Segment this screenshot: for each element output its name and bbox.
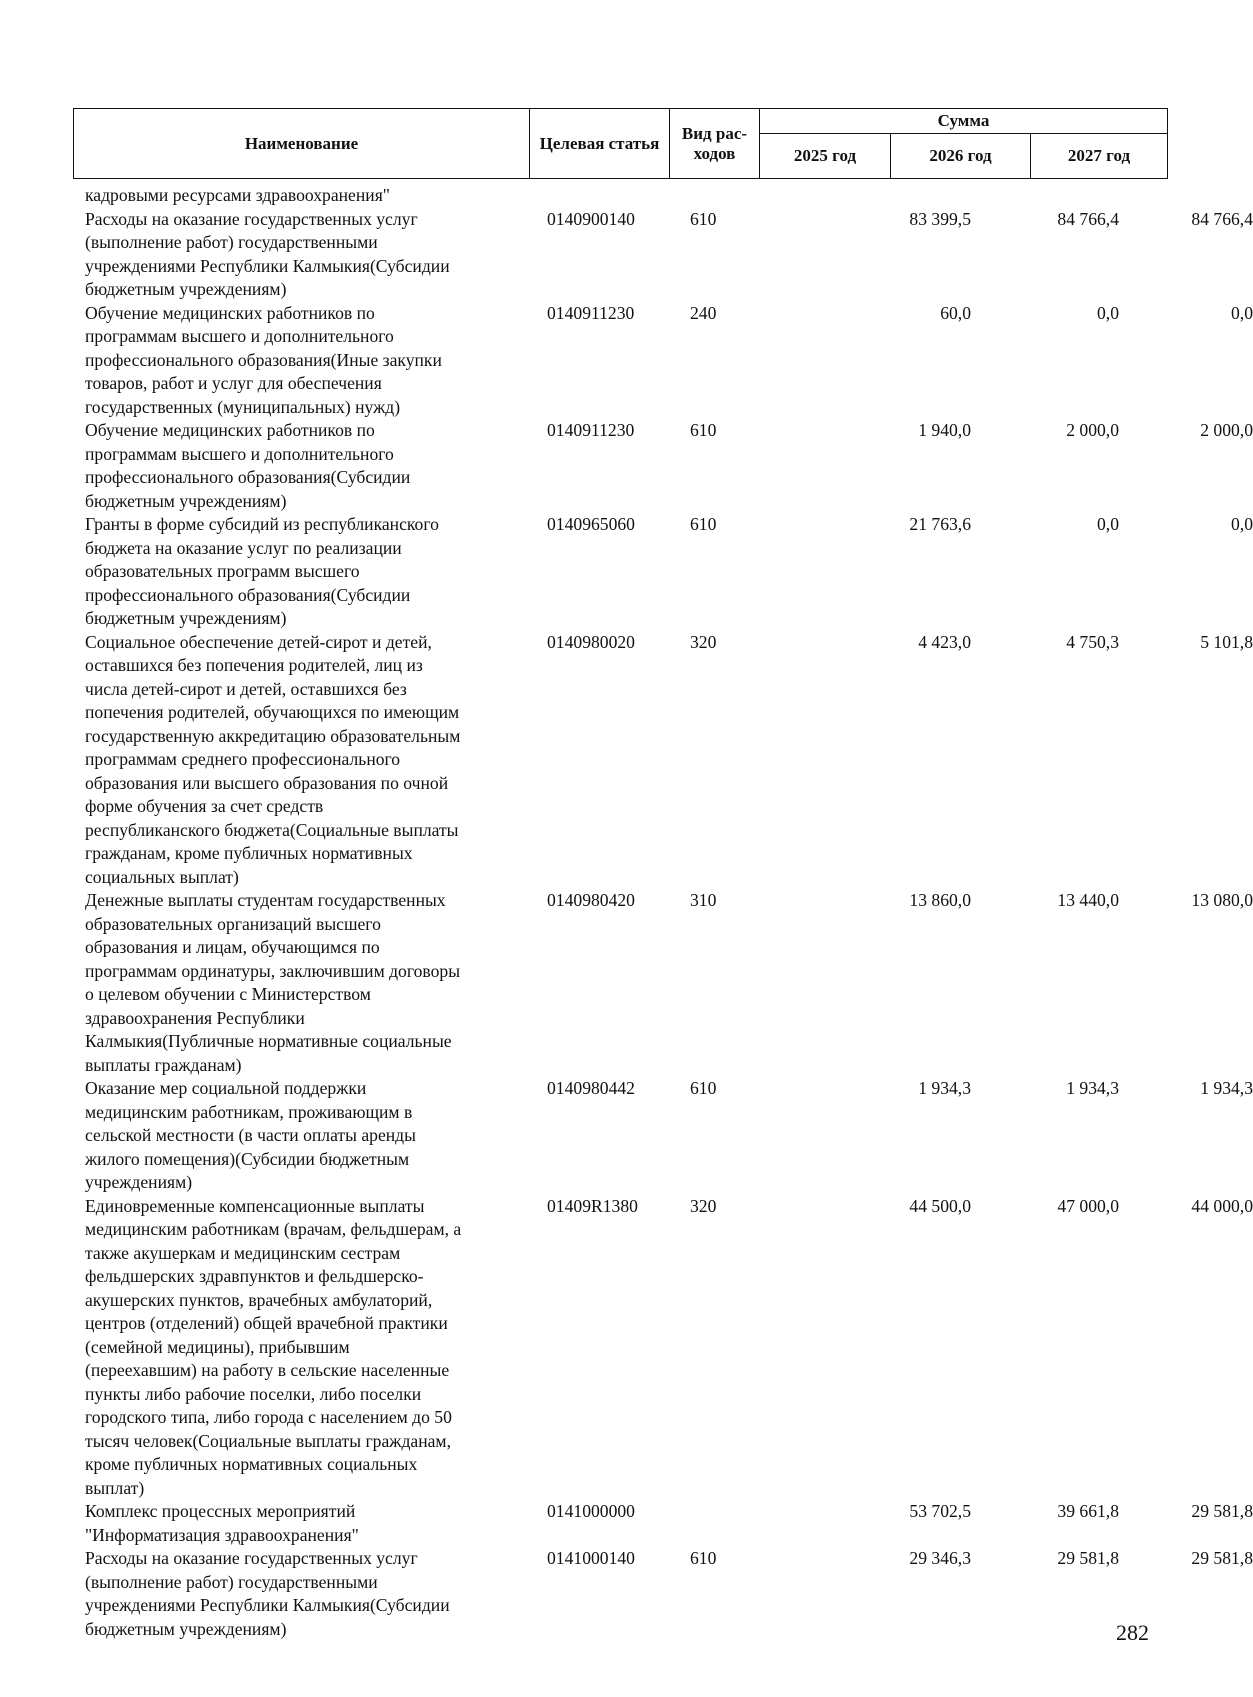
row-name-line: выплаты гражданам)	[85, 1054, 242, 1075]
row-sum-2025: 83 399,5	[909, 208, 971, 229]
row-sum-2027: 1 934,3	[1200, 1078, 1253, 1098]
row-name-line: (переехавшим) на работу в сельские населенные	[85, 1360, 450, 1380]
header-2027: 2027 год	[1031, 134, 1168, 179]
row-name-line: (семейной медицины), прибывшим	[85, 1336, 350, 1357]
row-name-line: бюджетным учреждениям)	[85, 608, 287, 628]
table-row	[85, 419, 1253, 513]
row-name	[85, 419, 537, 513]
row-name-line: жилого помещения)(Субсидии бюджетным	[85, 1148, 410, 1169]
row-vid: 320	[690, 1195, 717, 1216]
header-sum: Сумма	[760, 109, 1168, 134]
row-sum-2025: 60,0	[940, 302, 971, 323]
row-name-line: Калмыкия(Публичные нормативные социальные	[85, 1031, 452, 1051]
row-name-line: товаров, работ и услуг для обеспечения	[85, 373, 382, 393]
row-vid: 610	[690, 1078, 717, 1098]
row-sum-2027: 5 101,8	[1200, 631, 1253, 652]
header-2026: 2026 год	[891, 134, 1031, 179]
row-name	[85, 1547, 537, 1641]
table-body	[85, 184, 1253, 1641]
row-name-line: программам высшего и дополнительного	[85, 443, 394, 464]
row-name-line: акушерских пунктов, врачебных амбулаторий,	[85, 1289, 433, 1310]
row-code: 0140911230	[547, 302, 635, 323]
row-name-line: государственную аккредитацию образовательным	[85, 725, 461, 746]
row-name	[85, 208, 537, 302]
row-sum-2026: 84 766,4	[1057, 208, 1119, 229]
row-name-line: (выполнение работ) государственными	[85, 232, 378, 252]
row-sum-2027: 13 080,0	[1191, 890, 1253, 910]
row-name-line: социальных выплат)	[85, 866, 239, 887]
row-sum-2026: 13 440,0	[1057, 890, 1119, 910]
row-sum-2025: 21 763,6	[909, 514, 971, 534]
row-name-line: городского типа, либо города с населением до 50	[85, 1407, 452, 1427]
row-name	[85, 1195, 537, 1501]
row-sum-2027: 84 766,4	[1191, 208, 1253, 229]
row-name-line: сельской местности (в части оплаты аренды	[85, 1125, 416, 1145]
row-sum-2027: 29 581,8	[1191, 1548, 1253, 1568]
row-name-line: Расходы на оказание государственных услуг	[85, 208, 418, 229]
row-name-line: учреждениям)	[85, 1172, 193, 1192]
row-name-line: кроме публичных нормативных социальных	[85, 1454, 418, 1474]
table-row	[85, 1195, 1253, 1501]
row-name-line: Оказание мер социальной поддержки	[85, 1078, 367, 1098]
table-row	[85, 1500, 1253, 1547]
row-code: 0140980020	[547, 631, 635, 652]
row-sum-2027: 0,0	[1231, 514, 1253, 534]
row-name-line: бюджетным учреждениям)	[85, 1618, 287, 1639]
row-name-line: программам ординатуры, заключившим договоры	[85, 960, 461, 981]
row-sum-2025: 1 934,3	[918, 1078, 971, 1098]
row-name-line: оставшихся без попечения родителей, лиц из	[85, 655, 423, 675]
row-name-line: учреждениями Республики Калмыкия(Субсидии	[85, 1595, 450, 1615]
row-sum-2025: 4 423,0	[918, 631, 971, 652]
row-name-line: также акушеркам и медицинским сестрам	[85, 1242, 401, 1263]
row-vid: 610	[690, 208, 717, 229]
row-name-line: программам высшего и дополнительного	[85, 326, 394, 346]
row-name	[85, 513, 537, 631]
row-name-line: учреждениями Республики Калмыкия(Субсидии	[85, 255, 450, 276]
row-name	[85, 1077, 537, 1195]
row-name-line: Обучение медицинских работников по	[85, 302, 375, 323]
header-code: Целевая статья	[530, 109, 670, 179]
row-sum-2027: 0,0	[1231, 302, 1253, 323]
row-name-line: образовательных организаций высшего	[85, 913, 381, 934]
row-name-line: государственных (муниципальных) нужд)	[85, 396, 401, 417]
row-name	[85, 1500, 537, 1547]
row-sum-2025: 13 860,0	[909, 890, 971, 910]
row-name-line: медицинским работникам, проживающим в	[85, 1101, 413, 1122]
row-name-line: программам среднего профессионального	[85, 749, 401, 769]
row-name	[85, 184, 537, 208]
page-number: 282	[1116, 1620, 1149, 1645]
row-sum-2026: 0,0	[1097, 514, 1119, 534]
row-vid: 610	[690, 420, 717, 440]
row-code: 01409R1380	[547, 1195, 638, 1216]
header-name: Наименование	[74, 109, 530, 179]
row-sum-2025: 29 346,3	[909, 1548, 971, 1568]
row-name-line: Социальное обеспечение детей-сирот и детей,	[85, 631, 432, 652]
table-row	[85, 302, 1253, 420]
row-name-line: Гранты в форме субсидий из республиканского	[85, 514, 439, 534]
row-sum-2026: 47 000,0	[1057, 1195, 1119, 1216]
row-name-line: гражданам, кроме публичных нормативных	[85, 843, 413, 863]
row-sum-2026: 2 000,0	[1066, 420, 1119, 440]
row-code: 0140911230	[547, 420, 635, 440]
row-sum-2026: 4 750,3	[1066, 631, 1119, 652]
row-sum-2027: 44 000,0	[1191, 1195, 1253, 1216]
row-name	[85, 302, 537, 420]
row-vid: 320	[690, 631, 717, 652]
row-sum-2026: 1 934,3	[1066, 1078, 1119, 1098]
row-sum-2025: 44 500,0	[909, 1195, 971, 1216]
row-name-line: профессионального образования(Иные закупки	[85, 349, 442, 370]
table-row	[85, 889, 1253, 1077]
row-name-line: здравоохранения Республики	[85, 1007, 305, 1028]
row-sum-2026: 29 581,8	[1057, 1548, 1119, 1568]
row-code: 0141000000	[547, 1501, 635, 1521]
row-name-line: кадровыми ресурсами здравоохранения"	[85, 185, 390, 205]
row-name	[85, 889, 537, 1077]
row-sum-2025: 1 940,0	[918, 420, 971, 440]
row-name	[85, 631, 537, 890]
row-name-line: центров (отделений) общей врачебной практики	[85, 1313, 448, 1333]
table-row	[85, 1547, 1253, 1641]
table-row	[85, 184, 1175, 208]
row-vid: 310	[690, 890, 717, 910]
row-sum-2027: 29 581,8	[1191, 1501, 1253, 1521]
row-code: 0140900140	[547, 208, 635, 229]
table-row	[85, 208, 1253, 302]
row-name-line: Денежные выплаты студентам государственных	[85, 890, 446, 910]
row-name-line: бюджета на оказание услуг по реализации	[85, 537, 402, 558]
row-name-line: о целевом обучении с Министерством	[85, 984, 371, 1004]
row-sum-2026: 39 661,8	[1057, 1501, 1119, 1521]
row-code: 0140980442	[547, 1078, 635, 1098]
row-sum-2027: 2 000,0	[1200, 420, 1253, 440]
table-row	[85, 1077, 1253, 1195]
row-code: 0141000140	[547, 1548, 635, 1568]
row-name-line: медицинским работникам (врачам, фельдшерам, а	[85, 1219, 462, 1239]
row-vid: 610	[690, 514, 717, 534]
row-name-line: профессионального образования(Субсидии	[85, 584, 411, 605]
row-name-line: попечения родителей, обучающихся по имеющим	[85, 702, 460, 722]
row-name-line: республиканского бюджета(Социальные выплаты	[85, 819, 459, 840]
header-vid: Вид рас-ходов	[670, 109, 760, 179]
row-name-line: форме обучения за счет средств	[85, 796, 324, 816]
table-row	[85, 513, 1253, 631]
row-name-line: образовательных программ высшего	[85, 561, 360, 581]
row-name-line: Единовременные компенсационные выплаты	[85, 1195, 425, 1216]
table-header	[73, 108, 1168, 179]
row-name-line: бюджетным учреждениям)	[85, 490, 287, 511]
row-vid: 610	[690, 1548, 717, 1568]
row-name-line: пункты либо рабочие поселки, либо поселки	[85, 1383, 422, 1404]
row-name-line: (выполнение работ) государственными	[85, 1571, 378, 1592]
row-name-line: выплат)	[85, 1477, 145, 1498]
row-name-line: фельдшерских здравпунктов и фельдшерско-	[85, 1266, 424, 1286]
header-2025: 2025 год	[760, 134, 891, 179]
row-vid: 240	[690, 302, 717, 323]
row-sum-2026: 0,0	[1097, 302, 1119, 323]
row-name-line: профессионального образования(Субсидии	[85, 467, 411, 487]
table-row	[85, 631, 1253, 890]
row-code: 0140980420	[547, 890, 635, 910]
row-name-line: Обучение медицинских работников по	[85, 420, 375, 440]
row-name-line: Расходы на оказание государственных услуг	[85, 1548, 418, 1568]
row-name-line: бюджетным учреждениям)	[85, 279, 287, 299]
row-name-line: тысяч человек(Социальные выплаты гражданам,	[85, 1430, 451, 1451]
row-name-line: числа детей-сирот и детей, оставшихся без	[85, 678, 407, 699]
row-sum-2025: 53 702,5	[909, 1501, 971, 1521]
row-name-line: "Информатизация здравоохранения"	[85, 1524, 359, 1545]
row-code: 0140965060	[547, 514, 635, 534]
row-name-line: образования или высшего образования по очной	[85, 772, 449, 793]
row-name-line: образования и лицам, обучающимся по	[85, 937, 380, 957]
row-name-line: Комплекс процессных мероприятий	[85, 1501, 356, 1521]
